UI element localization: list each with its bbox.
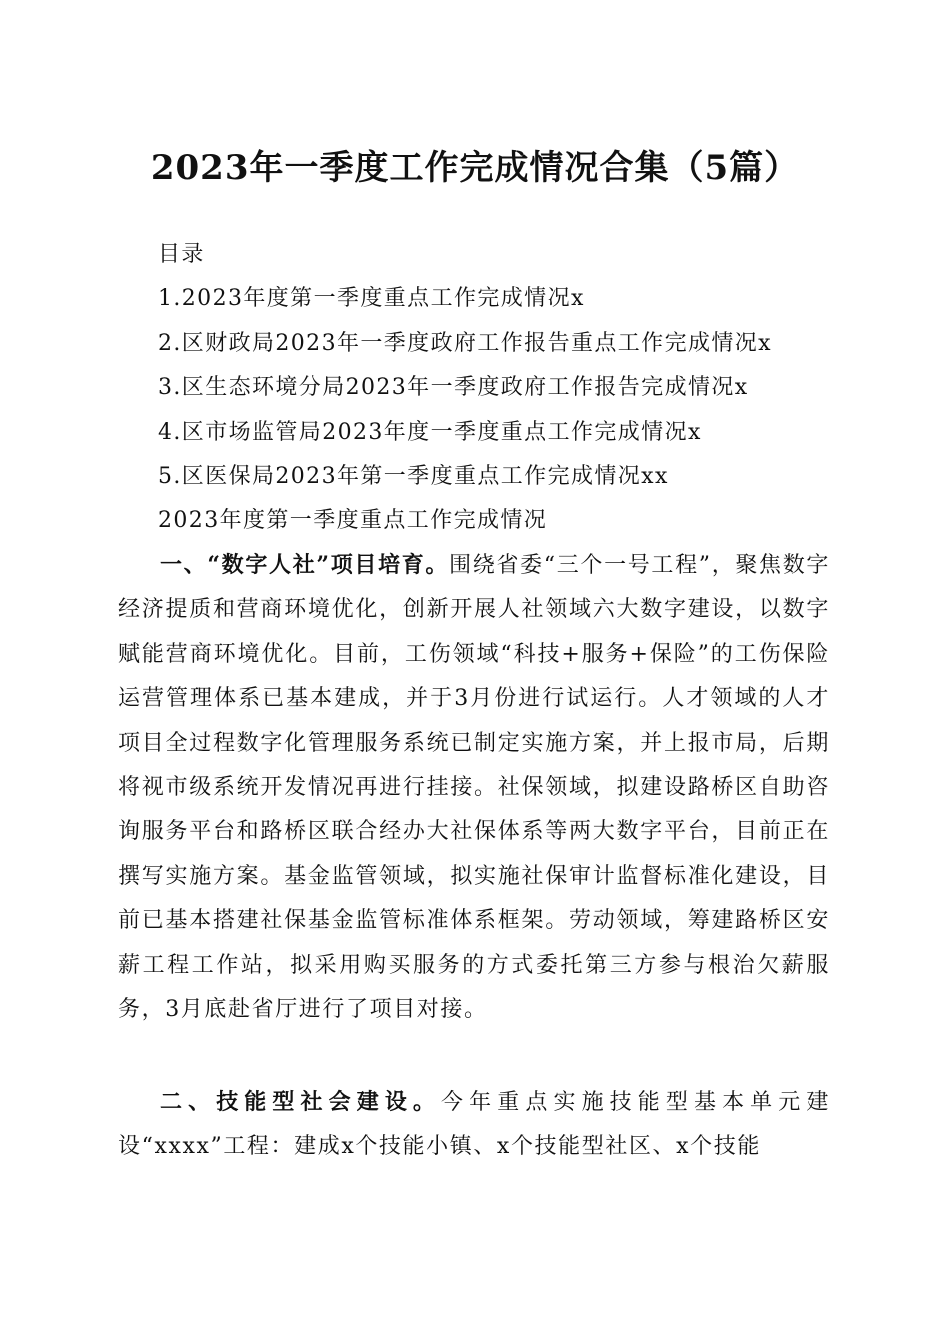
paragraph-1-heading: 一、“数字人社”项目培育。 xyxy=(160,552,450,578)
toc-label: 目录 xyxy=(158,242,205,267)
paragraph-1 xyxy=(118,543,830,1032)
section-title: 2023年度第一季度重点工作完成情况 xyxy=(158,508,548,534)
toc-item: 4.区市场监管局2023年度一季度重点工作完成情况x xyxy=(158,419,702,445)
paragraph-1-text: 围绕省委“三个一号工程”，聚焦数字经济提质和营商环境优化，创新开展人社领域六大数字建设，以数字赋能营商环境优化。目前，工伤领域“科技+服务+保险”的工伤保险运营管理体系已基本建成，并于3月份进行试运行。人才领域的人才项目全过程数字化管理服务系统已制定实施方案，并上报市局，后期将视市级系统开发情况再进行挂接。社保领域，拟建设路桥区自助咨询服务平台和路桥区联合经办大社保体系等两大数字平台，目前正在撰写实施方案。基金监管领域，拟实施社保审计监督标准化建设，目前已基本搭建社保基金监管标准体系框架。劳动领域，筹建路桥区安薪工程工作站，拟采用购买服务的方式委托第三方参与根治欠薪服务，3月底赴省厅进行了项目对接。 xyxy=(118,553,830,1023)
table-of-contents xyxy=(158,233,772,544)
paragraph-2-text: 今年重点实施技能型基本单元建设“xxxx”工程：建成x个技能小镇、x个技能型社区、x个技能 xyxy=(118,1090,830,1160)
toc-item: 2.区财政局2023年一季度政府工作报告重点工作完成情况x xyxy=(158,330,772,356)
paragraph-2 xyxy=(118,1080,830,1170)
document-title: 2023年一季度工作完成情况合集（5篇） xyxy=(150,148,800,188)
toc-item: 1.2023年度第一季度重点工作完成情况x xyxy=(158,286,585,312)
paragraph-2-heading: 二、技能型社会建设。 xyxy=(160,1089,442,1115)
toc-item: 3.区生态环境分局2023年一季度政府工作报告完成情况x xyxy=(158,375,749,401)
toc-item: 5.区医保局2023年第一季度重点工作完成情况xx xyxy=(158,463,669,489)
